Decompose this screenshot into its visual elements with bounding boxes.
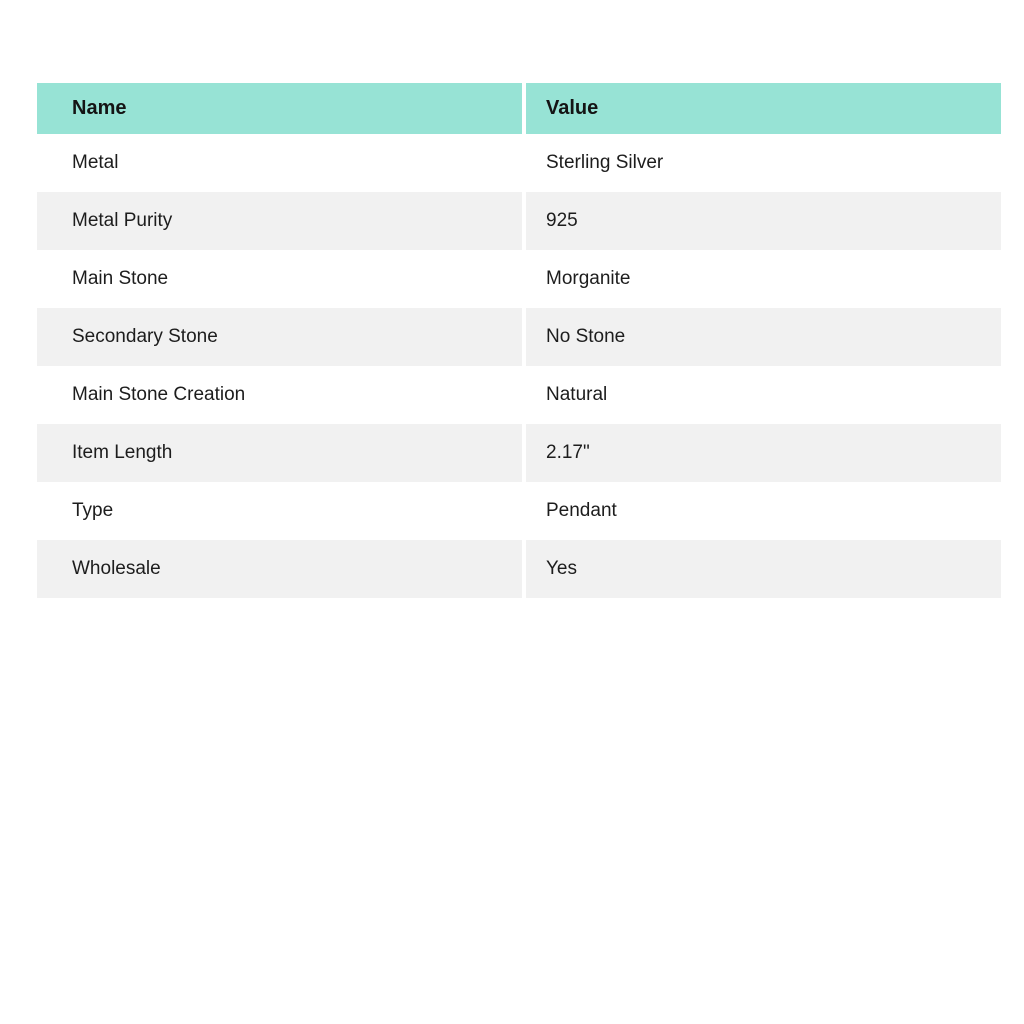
column-header-name-label: Name bbox=[72, 97, 127, 119]
attribute-name: Wholesale bbox=[72, 558, 161, 579]
attribute-name: Metal bbox=[72, 152, 119, 173]
attribute-value-cell bbox=[526, 250, 1001, 308]
attribute-name-cell bbox=[37, 192, 522, 250]
attribute-value-cell bbox=[526, 308, 1001, 366]
table-header-row bbox=[37, 83, 1001, 134]
table-row bbox=[37, 192, 1001, 250]
table-row bbox=[37, 308, 1001, 366]
attribute-value-cell bbox=[526, 366, 1001, 424]
attribute-name-cell bbox=[37, 134, 522, 192]
attribute-name-cell bbox=[37, 424, 522, 482]
attribute-name: Main Stone Creation bbox=[72, 384, 246, 405]
table-row bbox=[37, 482, 1001, 540]
table-row bbox=[37, 250, 1001, 308]
attribute-value: Sterling Silver bbox=[546, 152, 664, 173]
attribute-value: Yes bbox=[546, 558, 577, 579]
table-row bbox=[37, 134, 1001, 192]
attribute-name-cell bbox=[37, 250, 522, 308]
column-header-name bbox=[37, 83, 522, 134]
attribute-value: Morganite bbox=[546, 268, 631, 289]
attribute-value: 2.17" bbox=[546, 442, 590, 463]
attribute-name-cell bbox=[37, 366, 522, 424]
column-header-value bbox=[526, 83, 1001, 134]
attribute-value-cell bbox=[526, 192, 1001, 250]
attribute-name-cell bbox=[37, 482, 522, 540]
column-header-value-label: Value bbox=[546, 97, 599, 119]
attribute-name: Main Stone bbox=[72, 268, 169, 289]
attribute-value-cell bbox=[526, 540, 1001, 598]
attribute-name: Metal Purity bbox=[72, 210, 173, 231]
table-row bbox=[37, 366, 1001, 424]
attribute-name: Item Length bbox=[72, 442, 173, 463]
attribute-value-cell bbox=[526, 482, 1001, 540]
attribute-value: 925 bbox=[546, 210, 578, 231]
attribute-value: Natural bbox=[546, 384, 608, 405]
attributes-table bbox=[37, 83, 1001, 598]
attribute-value: Pendant bbox=[546, 500, 617, 521]
attribute-name-cell bbox=[37, 308, 522, 366]
table-row bbox=[37, 540, 1001, 598]
attribute-name: Type bbox=[72, 500, 114, 521]
table-row bbox=[37, 424, 1001, 482]
attribute-name-cell bbox=[37, 540, 522, 598]
attribute-value: No Stone bbox=[546, 326, 626, 347]
attribute-value-cell bbox=[526, 134, 1001, 192]
attribute-value-cell bbox=[526, 424, 1001, 482]
attribute-name: Secondary Stone bbox=[72, 326, 218, 347]
